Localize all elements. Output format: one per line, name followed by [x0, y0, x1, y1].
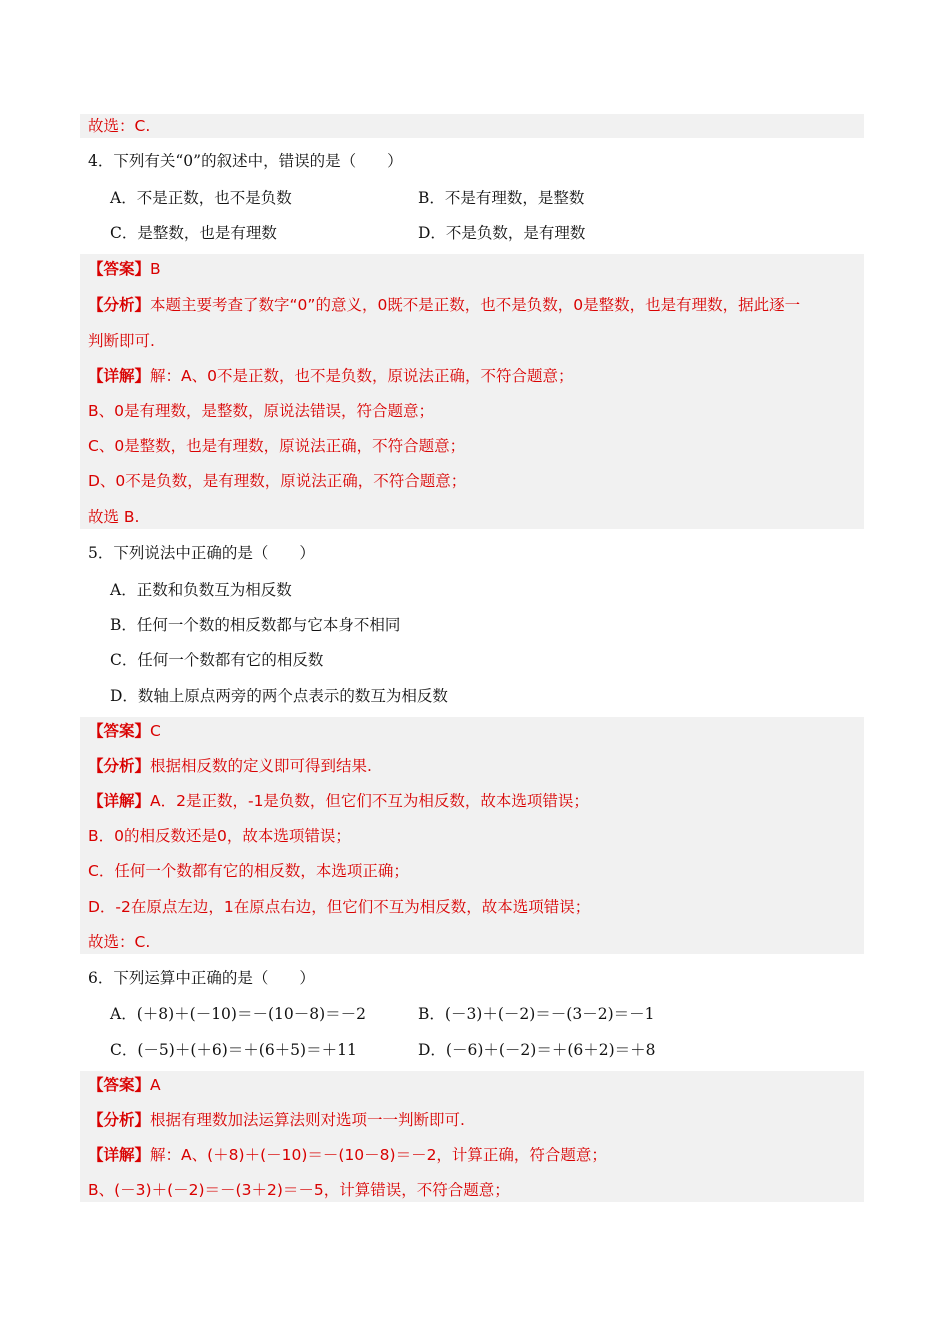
- q5-detail-text: A．2是正数，-1是负数，但它们不互为相反数，故本选项错误；: [150, 792, 589, 810]
- q5-answer-value: C: [150, 722, 161, 740]
- q4-option-b: B．不是有理数，是整数: [418, 189, 585, 207]
- q6-detail-text: 解：A、(＋8)＋(－10)＝－(10－8)＝－2，计算正确，符合题意；: [150, 1146, 607, 1164]
- q4-analysis-text: 本题主要考查了数字“0”的意义，0既不是正数，也不是负数，0是整数，也是有理数，据此逐一: [150, 296, 801, 314]
- q4-analysis-cont: 判断即可.: [88, 332, 155, 350]
- q5-choose: 故选：C.: [88, 933, 151, 951]
- q4-detail-d: D、0不是负数，是有理数，原说法正确，不符合题意；: [88, 472, 467, 490]
- q6-detail-b: B、(－3)＋(－2)＝－(3＋2)＝－5，计算错误，不符合题意；: [88, 1181, 510, 1199]
- q6-answer-value: A: [150, 1076, 161, 1094]
- q5-analysis-tag: 【分析】: [88, 757, 151, 775]
- q5-analysis: [88, 753, 372, 779]
- q4-detail: [88, 363, 573, 389]
- q3-choose: 故选：C.: [88, 117, 151, 135]
- answer-block-q3: [80, 114, 864, 138]
- q6-option-c: C．(－5)＋(＋6)＝＋(6＋5)＝＋11: [110, 1041, 357, 1059]
- q4-option-a: A．不是正数，也不是负数: [110, 189, 292, 207]
- q5-detail-d: D．-2在原点左边，1在原点右边，但它们不互为相反数，故本选项错误；: [88, 898, 591, 916]
- q4-answer: [88, 256, 161, 282]
- q4-detail-text: 解：A、0不是正数，也不是负数，原说法正确，不符合题意；: [150, 367, 574, 385]
- q5-answer: [88, 718, 161, 744]
- q4-detail-b: B、0是有理数，是整数，原说法错误，符合题意；: [88, 402, 434, 420]
- q6-analysis: [88, 1107, 465, 1133]
- q4-detail-c: C、0是整数，也是有理数，原说法正确，不符合题意；: [88, 437, 466, 455]
- q4-option-d: D．不是负数，是有理数: [418, 224, 586, 242]
- q6-option-a: A．(＋8)＋(－10)＝－(10－8)＝－2: [110, 1005, 367, 1023]
- q6-answer-tag: 【答案】: [88, 1076, 151, 1094]
- q4-analysis: [88, 292, 800, 318]
- q5-answer-tag: 【答案】: [88, 722, 151, 740]
- q4-option-c: C．是整数，也是有理数: [110, 224, 277, 242]
- q5-option-b: B．任何一个数的相反数都与它本身不相同: [110, 616, 401, 634]
- q6-answer: [88, 1072, 161, 1098]
- q4-answer-tag: 【答案】: [88, 260, 151, 278]
- q4-answer-value: B: [150, 260, 161, 278]
- q5-stem: 5．下列说法中正确的是（ ）: [88, 544, 315, 562]
- q4-stem: 4．下列有关“0”的叙述中，错误的是（ ）: [88, 152, 403, 170]
- q6-detail-tag: 【详解】: [88, 1146, 151, 1164]
- q5-analysis-text: 根据相反数的定义即可得到结果.: [150, 757, 372, 775]
- q6-option-b: B．(－3)＋(－2)＝－(3－2)＝－1: [418, 1005, 655, 1023]
- q4-detail-tag: 【详解】: [88, 367, 151, 385]
- q6-stem: 6．下列运算中正确的是（ ）: [88, 969, 315, 987]
- q5-detail-b: B．0的相反数还是0，故本选项错误；: [88, 827, 351, 845]
- q5-detail-c: C．任何一个数都有它的相反数，本选项正确；: [88, 862, 409, 880]
- q6-detail: [88, 1142, 607, 1168]
- q5-detail: [88, 788, 589, 814]
- q6-option-d: D．(－6)＋(－2)＝＋(6＋2)＝＋8: [418, 1041, 656, 1059]
- q4-analysis-tag: 【分析】: [88, 296, 151, 314]
- q5-detail-tag: 【详解】: [88, 792, 151, 810]
- q5-option-d: D．数轴上原点两旁的两个点表示的数互为相反数: [110, 687, 448, 705]
- q5-option-a: A．正数和负数互为相反数: [110, 581, 292, 599]
- q4-choose: 故选 B.: [88, 508, 140, 526]
- q6-analysis-tag: 【分析】: [88, 1111, 151, 1129]
- q6-analysis-text: 根据有理数加法运算法则对选项一一判断即可.: [150, 1111, 465, 1129]
- q5-option-c: C．任何一个数都有它的相反数: [110, 651, 324, 669]
